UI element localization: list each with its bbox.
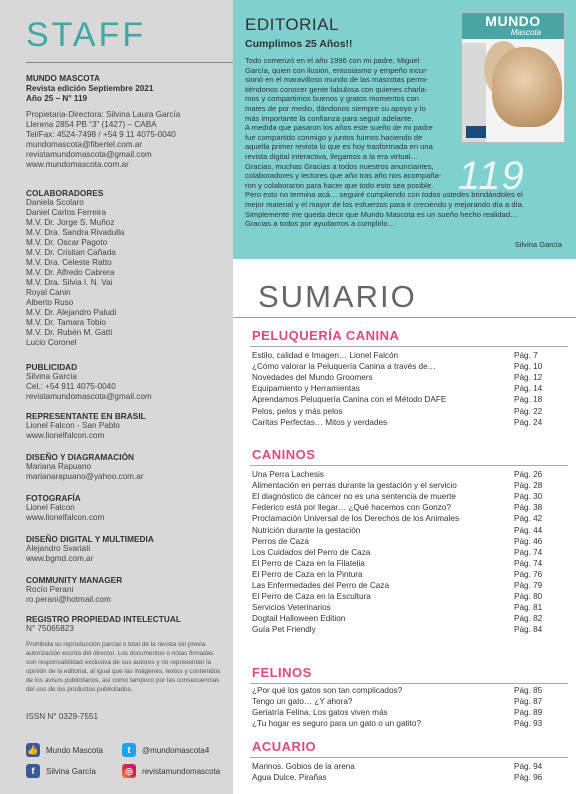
editorial-line: aquella primer revista lo que es hoy trasformada en una xyxy=(245,142,433,152)
toc-entry-title: El Perro de Caza en la Filatelia xyxy=(252,558,365,568)
section-heading: FOTOGRAFÍA xyxy=(26,493,81,503)
toc-entry-title: Marinos. Gobios de la arena xyxy=(252,762,355,771)
toc-section-heading: FELINOS xyxy=(252,665,312,680)
toc-entry-title: Geriatría Felina. Los gatos viven más xyxy=(252,708,388,718)
toc-entry[interactable] xyxy=(252,624,570,635)
toc-entry-title: Equipamiento y Herramientas xyxy=(252,384,360,394)
toc-entry[interactable] xyxy=(252,569,570,580)
toc-section-heading: CANINOS xyxy=(252,447,316,462)
social-label: revistamundomascota xyxy=(142,766,221,776)
toc-entry-page: Pág. 80 xyxy=(514,592,543,602)
toc-entry[interactable] xyxy=(252,591,570,602)
section-heading: COMMUNITY MANAGER xyxy=(26,575,123,585)
colaboradores-block xyxy=(26,188,226,348)
editorial-line: sionó en el maravilloso mundo de las mascotas permi- xyxy=(245,75,429,85)
owner-line: Tel/Fax: 4524-7498 / +54 9 11 4075-0040 xyxy=(26,130,176,139)
toc-entry[interactable] xyxy=(252,558,570,569)
cover-dog-photo xyxy=(492,47,562,127)
editorial-line: mates de por medio, dándonos siempre su apoyo y lo xyxy=(245,103,426,113)
toc-entry-page: Pág. 76 xyxy=(514,569,543,579)
sumario-divider xyxy=(233,317,576,318)
toc-entry-title: El diagnóstico de cáncer no es una sentencia de muerte xyxy=(252,492,456,502)
section-heading: PUBLICIDAD xyxy=(26,362,78,372)
toc-entry-page: Pág. 85 xyxy=(514,686,543,695)
fotografia-line: Lionel Falcon xyxy=(26,503,75,512)
fotografia-website[interactable]: www.lionelfalcon.com xyxy=(26,513,105,522)
toc-entry[interactable] xyxy=(252,350,570,361)
community-email[interactable]: ro.perani@hotmail.com xyxy=(26,595,111,604)
toc-entry[interactable] xyxy=(252,547,570,558)
toc-entry[interactable] xyxy=(252,707,570,718)
toc-entry-page: Pág. 42 xyxy=(514,514,543,524)
toc-entry-page: Pág. 94 xyxy=(514,762,543,771)
toc-entry[interactable] xyxy=(252,761,570,772)
staff-title: STAFF xyxy=(26,16,147,54)
toc-entry[interactable] xyxy=(252,525,570,536)
owner-line: Llerena 2854 PB “3” (1427) – CABA xyxy=(26,120,157,129)
colaborador-name: Royal Canin xyxy=(26,288,71,297)
legal-note xyxy=(26,640,222,694)
toc-section-divider xyxy=(250,757,568,758)
toc-entry-title: Las Enfermedades del Perro de Caza xyxy=(252,581,389,590)
section-heading: DISEÑO DIGITAL Y MULTIMEDIA xyxy=(26,534,154,544)
diseno-email[interactable]: marianarapuano@yahoo.com.ar xyxy=(26,472,144,481)
toc-section-divider xyxy=(250,465,568,466)
colaborador-name: M.V. Dra. Silvia I. N. Vai xyxy=(26,278,113,287)
editorial-line: Gracias, muchas Gracias a todos nuestros anunciantes, xyxy=(245,161,434,171)
toc-entry-title: Una Perra Lachesis xyxy=(252,470,324,479)
colaborador-name: Lucio Coronel xyxy=(26,338,77,347)
editorial-signature: Silvina García xyxy=(514,240,562,249)
owner-line: Propietaria-Directora: Silvina Laura García xyxy=(26,110,181,119)
colaborador-name: M.V. Dr. Oscar Pagoto xyxy=(26,238,108,247)
colaborador-name: M.V. Dr. Alfredo Cabrera xyxy=(26,268,115,277)
toc-entry[interactable] xyxy=(252,394,570,405)
section-heading: DISEÑO Y DIAGRAMACIÓN xyxy=(26,452,135,462)
toc-entry-page: Pág. 30 xyxy=(514,492,543,502)
toc-entry-page: Pág. 89 xyxy=(514,708,543,718)
toc-entry-page: Pág. 44 xyxy=(514,525,543,535)
editorial-line: colaboradores y lectores que año tras año nos acompaña- xyxy=(245,171,442,181)
toc-entry-page: Pág. 87 xyxy=(514,697,543,707)
twitter-icon: t xyxy=(122,743,136,757)
toc-entry[interactable] xyxy=(252,502,570,513)
toc-entry-page: Pág. 46 xyxy=(514,536,543,546)
publicidad-line: Cel.: +54 911 4075-0040 xyxy=(26,382,116,391)
toc-entry[interactable] xyxy=(252,772,570,783)
toc-entry[interactable] xyxy=(252,406,570,417)
toc-entry-page: Pág. 26 xyxy=(514,470,543,479)
editorial-line: García, quien con ilusión, entusiasmo y empeño incur- xyxy=(245,65,429,75)
toc-section-heading: PELUQUERÍA CANINA xyxy=(252,328,400,343)
section-heading: REPRESENTANTE EN BRASIL xyxy=(26,411,146,421)
toc-entry[interactable] xyxy=(252,696,570,707)
editorial-line: mejor material y el mayor de los esfuerzos para ir creciendo y mejorando día a día. xyxy=(245,199,524,209)
toc-section-divider xyxy=(250,346,568,347)
toc-entry[interactable] xyxy=(252,469,570,480)
toc-entry-title: Guía Pet Friendly xyxy=(252,625,316,635)
editorial-line: ron y colaboraron para hacer que todo esto sea posible. xyxy=(245,180,434,190)
toc-entry[interactable] xyxy=(252,491,570,502)
colaborador-name: Daniel Carlos Ferreira xyxy=(26,208,107,217)
toc-entry[interactable] xyxy=(252,417,570,428)
editorial-line: más importante la confianza para seguir adelante. xyxy=(245,113,414,123)
editorial-line: tiéndonos conocer gente fabulosa con quienes charla- xyxy=(245,84,428,94)
editorial-line: Pero esto no termina acá… seguiré cumpliendo con todos ustedes brindándoles el xyxy=(245,190,523,200)
cover-logo-bottom: Mascota xyxy=(510,28,542,37)
toc-entry-title: Los Cuidados del Perro de Caza xyxy=(252,547,371,557)
owner-email[interactable]: mundomascota@fibertel.com.ar xyxy=(26,140,143,149)
cover-logo xyxy=(462,13,564,39)
masthead-line: MUNDO MASCOTA xyxy=(26,74,100,83)
owner-email[interactable]: revistamundomascota@gmail.com xyxy=(26,150,152,159)
toc-entry-page: Pág. 74 xyxy=(514,547,543,557)
fotografia-block xyxy=(26,493,226,523)
colaborador-name: M.V. Dr. Tamara Tobio xyxy=(26,318,106,327)
toc-entry[interactable] xyxy=(252,480,570,491)
toc-entry-title: Perros de Caza xyxy=(252,536,309,546)
colaborador-name: M.V. Dr. Jorge S. Muñoz xyxy=(26,218,115,227)
toc-entry-title: El Perro de Caza en la Pintura xyxy=(252,569,363,579)
like-icon: 👍 xyxy=(26,743,40,757)
social-facebook[interactable] xyxy=(26,764,96,778)
toc-entry-title: ¿Por qué los gatos son tan complicados? xyxy=(252,686,403,695)
editorial-title: EDITORIAL xyxy=(245,15,339,34)
toc-entry-page: Pág. 28 xyxy=(514,481,543,491)
editorial-line: fue compartido conmigo y juntos fuimos haciendo de xyxy=(245,132,423,142)
social-label: Mundo Mascota xyxy=(46,745,103,755)
toc-entry[interactable] xyxy=(252,372,570,383)
toc-entry-title: Alimentación en perras durante la gestación y el servicio xyxy=(252,481,457,491)
toc-entry[interactable] xyxy=(252,602,570,613)
owner-block xyxy=(26,110,226,170)
sumario-title: SUMARIO xyxy=(258,279,417,314)
social-label: @mundomascota4 xyxy=(142,745,210,755)
digital-website[interactable]: www.bgmd.com.ar xyxy=(26,554,94,563)
colaborador-name: M.V. Dr. Alejandro Paludi xyxy=(26,308,117,317)
masthead-line: Revista edición Septiembre 2021 xyxy=(26,84,154,93)
toc-entry-page: Pág. 74 xyxy=(514,558,543,568)
toc-entry-title: El Perro de Caza en la Escultura xyxy=(252,592,371,602)
toc-entry-title: Agua Dulce. Pirañas xyxy=(252,773,327,783)
issn: ISSN N° 0329-7551 xyxy=(26,712,99,721)
publicidad-line: Silvina García xyxy=(26,372,77,381)
toc-section-heading: ACUARIO xyxy=(252,739,317,754)
toc-entry-title: Nutrición durante la gestación xyxy=(252,525,361,535)
editorial-line: Todo comenzó en el año 1996 con mi padre, Miguel xyxy=(245,56,420,65)
toc-entry-page: Pág. 10 xyxy=(514,362,543,372)
community-line: Rocío Perani xyxy=(26,585,74,594)
masthead-block xyxy=(26,74,226,104)
representante-block xyxy=(26,411,226,441)
diseno-line: Mariana Rapuano xyxy=(26,462,92,471)
section-heading: REGISTRO PROPIEDAD INTELECTUAL xyxy=(26,614,181,624)
issue-number: 119 xyxy=(458,154,525,198)
toc-entry-title: Servicios Veterinarios xyxy=(252,603,331,613)
editorial-subtitle: Cumplimos 25 Años!! xyxy=(245,38,353,50)
digital-line: Alejandro Svariati xyxy=(26,544,91,553)
masthead-line: Año 25 – N° 119 xyxy=(26,94,88,103)
representante-website[interactable]: www.lionelfalcon.com xyxy=(26,431,105,440)
community-block xyxy=(26,575,226,605)
toc-entry-title: Estilo, calidad e Imagen… Lionel Falcón xyxy=(252,351,399,360)
toc-entry-page: Pág. 24 xyxy=(514,417,543,427)
toc-entry-page: Pág. 12 xyxy=(514,373,543,383)
editorial-line: mos y compartimos buenos y gratos momentos con xyxy=(245,94,419,104)
facebook-icon: f xyxy=(26,764,40,778)
toc-entry-title: Aprendamos Peluquería Canina con el Método DAFE xyxy=(252,395,447,405)
toc-entry-page: Pág. 84 xyxy=(514,625,543,635)
toc-entry-title: Federico está por llegar… ¿Qué hacemos con Gonzo? xyxy=(252,503,451,513)
editorial-line: revista digital interactiva, llegamos a la era virtual… xyxy=(245,151,419,161)
registro-block xyxy=(26,614,226,634)
toc-entry-page: Pág. 38 xyxy=(514,503,543,513)
editorial-line: Simplemente me queda decir que Mundo Mascota es un sueño hecho realidad… xyxy=(245,209,518,219)
toc-entry[interactable] xyxy=(252,613,570,624)
toc-entry-title: ¿Tu hogar es seguro para un gato o un gatito? xyxy=(252,719,422,729)
issn-block xyxy=(26,712,226,722)
toc-entry-title: ¿Cómo valorar la Peluquería Canina a través de… xyxy=(252,362,436,372)
toc-entry-title: Dogtail Halloween Edition xyxy=(252,614,346,624)
toc-section-divider xyxy=(250,683,568,684)
social-facebook-page[interactable] xyxy=(26,743,103,757)
toc-entry[interactable] xyxy=(252,536,570,547)
toc-entry-page: Pág. 81 xyxy=(514,603,543,613)
legal-text: Prohibida su reproducción parcial o total de la revista sin previa autorización escrita del director. Los documentos o notas firmadas son responsabilidad exclusiva de sus autores y no representan la opinión de la editorial, al igual que las imágenes, textos y contenidos de los avisos publicitarios, así como tampoco por las consecuencias del uso de los productos publicitados. xyxy=(26,641,221,693)
toc-entry[interactable] xyxy=(252,718,570,729)
registro-number: N° 75065823 xyxy=(26,624,74,633)
owner-website[interactable]: www.mundomascota.com.ar xyxy=(26,160,129,169)
toc-entry[interactable] xyxy=(252,580,570,591)
toc-entry-title: Proclamación Universal de los Derechos de los Animales xyxy=(252,514,460,524)
colaborador-name: M.V. Dr. Rubén M. Gatti xyxy=(26,328,113,337)
toc-entry-page: Pág. 79 xyxy=(514,581,543,590)
toc-entry-page: Pág. 14 xyxy=(514,384,543,394)
social-twitter[interactable] xyxy=(122,743,209,757)
social-label: Silvina García xyxy=(46,766,96,776)
toc-entry-page: Pág. 96 xyxy=(514,773,543,783)
publicidad-block xyxy=(26,362,226,402)
toc-entry[interactable] xyxy=(252,361,570,372)
toc-entry[interactable] xyxy=(252,685,570,696)
cover-sponsor-logo xyxy=(466,126,486,138)
editorial-line: Gracias a todos por ayudarnos a cumplirlo… xyxy=(245,219,396,229)
colaborador-name: M.V. Dr. Cristian Cañada xyxy=(26,248,116,257)
toc-entry[interactable] xyxy=(252,383,570,394)
toc-entry[interactable] xyxy=(252,513,570,524)
toc-entry-title: Novedades del Mundo Groomers xyxy=(252,373,373,383)
cover-logo-top: MUNDO xyxy=(485,13,541,29)
diseno-block xyxy=(26,452,226,482)
toc-entry-page: Pág. 18 xyxy=(514,395,543,405)
colaborador-name: Daniela Scolaro xyxy=(26,198,84,207)
magazine-cover-thumbnail[interactable] xyxy=(461,12,565,143)
toc-entry-page: Pág. 93 xyxy=(514,719,543,729)
toc-entry-page: Pág. 82 xyxy=(514,614,543,624)
social-instagram[interactable] xyxy=(122,764,220,778)
representante-line: Lionel Falcon - San Pablo xyxy=(26,421,120,430)
digital-block xyxy=(26,534,226,564)
toc-entry-title: Pelos, pelos y más pelos xyxy=(252,406,343,416)
section-heading: COLABORADORES xyxy=(26,188,104,198)
toc-entry-title: Tengo un gato… ¿Y ahora? xyxy=(252,697,353,707)
colaborador-name: M.V. Dra. Sandra Rivadulla xyxy=(26,228,125,237)
colaborador-name: Alberto Ruso xyxy=(26,298,74,307)
editorial-line: A medida que pasaron los años este sueño de mi padre xyxy=(245,123,433,133)
toc-entry-page: Pág. 22 xyxy=(514,406,543,416)
colaborador-name: M.V. Dra. Celeste Ratto xyxy=(26,258,112,267)
publicidad-email[interactable]: revistamundomascota@gmail.com xyxy=(26,392,152,401)
toc-entry-title: Caritas Perfectas… Mitos y verdades xyxy=(252,417,388,427)
instagram-icon: ◎ xyxy=(122,764,136,778)
toc-entry-page: Pág. 7 xyxy=(514,351,538,360)
